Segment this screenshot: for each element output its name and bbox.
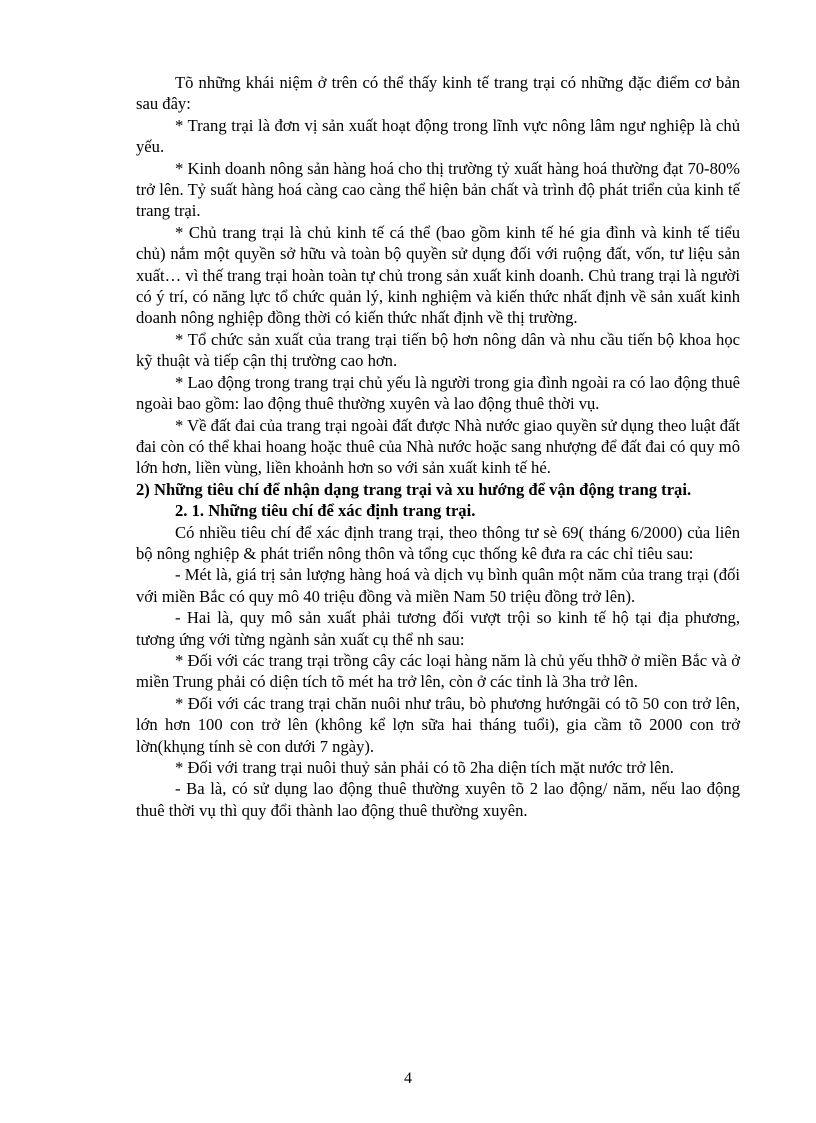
paragraph: * Đối với các trang trại trồng cây các loại hàng năm là chủ yếu thhỡ ở miền Bắc và ở miền Trung phải có diện tích tõ mét ha trở lên, còn ở các tỉnh là 3ha trở lên. (136, 650, 740, 692)
paragraph: Tõ những khái niệm ở trên có thể thấy kinh tế trang trại có những đặc điểm cơ bản sau đây: (136, 73, 740, 114)
paragraph: * Kinh doanh nông sản hàng hoá cho thị trường tỷ xuất hàng hoá thường đạt 70-80% trở lên. Tỷ suất hàng hoá càng cao càng thể hiện bản chất và trình độ phát triển của kinh tế trang trại. (136, 158, 740, 221)
paragraph: - Mét là, giá trị sản lượng hàng hoá và dịch vụ bình quân một năm của trang trại (đối với miền Bắc có quy mô 40 triệu đồng và miền Nam 50 triệu đồng trở lên). (136, 565, 740, 606)
section-heading: 2) Những tiêu chí để nhận dạng trang trại và xu hướng để vận động trang trại. (136, 479, 692, 499)
paragraph: * Đối với các trang trại chăn nuôi như trâu, bò phương hướngãi có tõ 50 con trở lên, lớn hơn 100 con trở lên (không kể lợn sữa hai tháng tuổi), gia cầm tõ 2000 con trở lờn(khụng tính sè con dưới 7 ngày). (136, 693, 740, 756)
paragraph: * Đối với trang trại nuôi thuỷ sản phải có tõ 2ha diện tích mặt nước trở lên. (175, 758, 674, 777)
paragraph: * Lao động trong trang trại chủ yếu là người trong gia đình ngoài ra có lao động thuê ngoài bao gồm: lao động thuê thường xuyên và lao động thuê thời vụ. (136, 372, 740, 414)
page-number: 4 (404, 1070, 412, 1087)
paragraph: * Trang trại là đơn vị sản xuất hoạt động trong lĩnh vực nông lâm ngư nghiệp là chủ yếu. (136, 115, 740, 157)
paragraph: * Về đất đai của trang trại ngoài đất được Nhà nước giao quyền sử dụng theo luật đất đai còn có thể khai hoang hoặc thuê của Nhà nước hoặc sang nhượng để đất đai có quy mô lớn hơn, liền vùng, liền khoảnh hơn so với sản xuất kinh tế hé. (136, 415, 740, 478)
paragraph: * Chủ trang trại là chủ kinh tế cá thể (bao gồm kinh tế hé gia đình và kinh tế tiểu chủ) nắm một quyền sở hữu và toàn bộ quyền sử dụng đối với ruộng đất, vốn, tư liệu sản xuất… vì thế trang trại hoàn toàn tự chủ trong sản xuất kinh doanh. Chủ trang trại là người có ý trí, có năng lực tổ chức quản lý, kinh nghiệm và kiến thức nhất định về sản xuất kinh doanh nông nghiệp đồng thời có kiến thức nhất định về thị trường. (136, 222, 740, 328)
paragraph: * Tổ chức sản xuất của trang trại tiến bộ hơn nông dân và nhu cầu tiến bộ khoa học kỹ thuật và tiếp cận thị trường cao hơn. (136, 329, 740, 371)
paragraph: - Ba là, có sử dụng lao động thuê thường xuyên tõ 2 lao động/ năm, nếu lao động thuê thời vụ thì quy đổi thành lao động thuê thường xuyên. (136, 779, 740, 820)
paragraph: Có nhiều tiêu chí để xác định trang trại, theo thông tư sè 69( tháng 6/2000) của liên bộ nông nghiệp & phát triển nông thôn và tổng cục thống kê đưa ra các chỉ tiêu sau: (136, 522, 740, 563)
subsection-heading: 2. 1. Những tiêu chí để xác định trang trại. (175, 501, 476, 521)
paragraph: - Hai là, quy mô sản xuất phải tương đối vượt trội so kinh tế hộ tại địa phương, tương ứng với từng ngành sản xuất cụ thể nh sau: (136, 608, 740, 649)
page-body (136, 72, 740, 821)
